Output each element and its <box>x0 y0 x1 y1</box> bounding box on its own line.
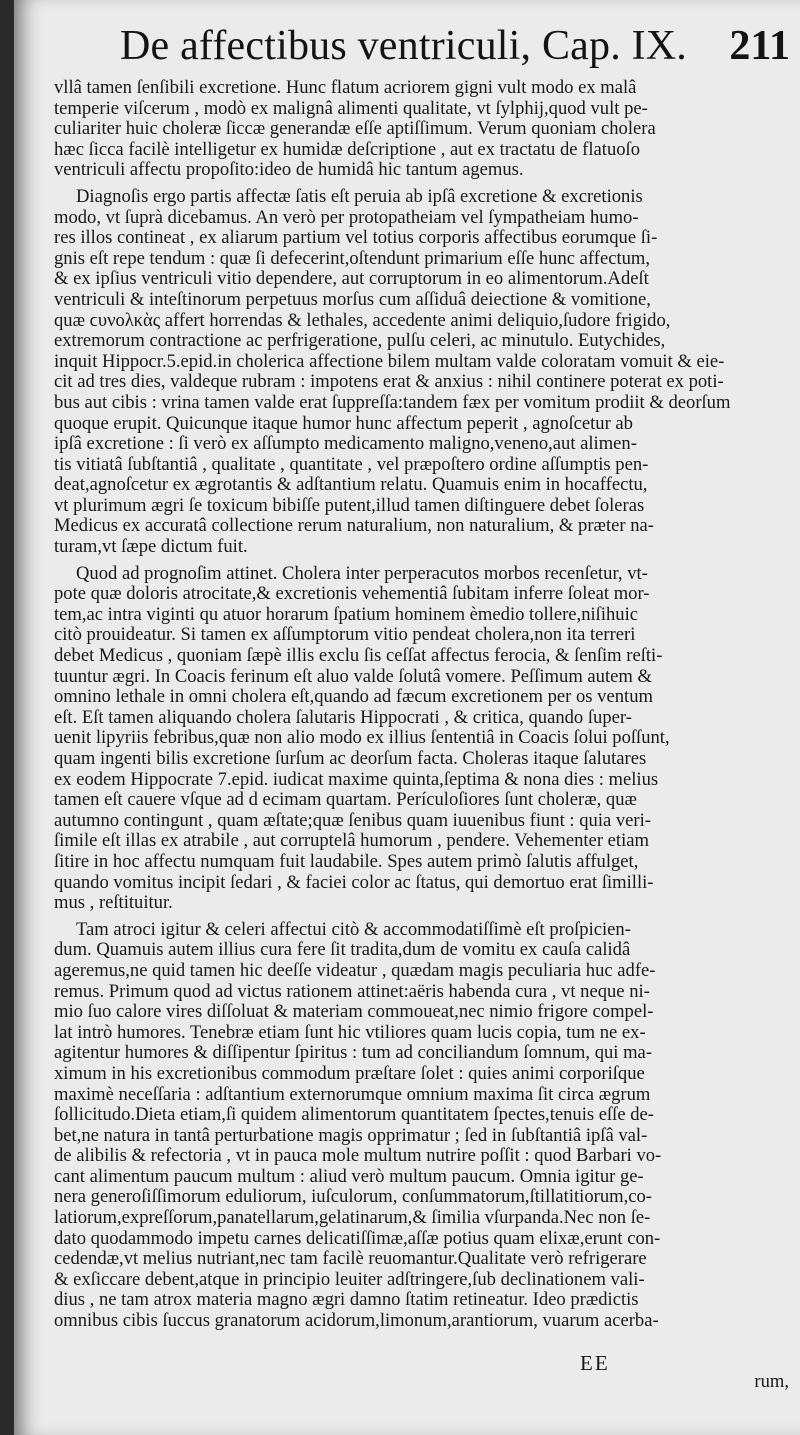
text-line: tem,ac intra viginti qu atuor horarum ſpatium hominem èmedio tollere,niſihuic <box>54 604 639 625</box>
text-line: dato quodammodo impetu carnes delicatiſſimæ,aſſæ potius quam elixæ,erunt con- <box>54 1228 661 1249</box>
text-line: ipſâ excretione : ſi verò ex aſſumpto medicamento maligno,veneno,aut alimen- <box>54 434 637 455</box>
page-number: 211 <box>729 23 790 69</box>
text-line: mio ſuo calore vires diſſoluat & materiam commoueat,nec nimio frigore compel- <box>54 1002 654 1023</box>
text-line: ſimile eſt illas ex atrabile , aut corruptelâ humorum , pendere. Vehementer etiam <box>54 831 649 852</box>
text-line: omnino lethale in omni cholera eſt,quando ad fæcum excretionem per os ventum <box>54 687 653 708</box>
page-header <box>120 20 790 72</box>
text-line: omnibus cibis ſuccus granatorum acidorum,limonum,arantiorum, vuarum acerba- <box>54 1311 659 1332</box>
text-line: quando vomitus incipit ſedari , & faciei color ac ſtatus, qui demortuo erat ſimilli- <box>54 872 654 893</box>
text-line: mus , reſtituitur. <box>54 893 173 914</box>
text-line: vllâ tamen ſenſibili excretione. Hunc flatum acriorem gigni vult modo ex malâ <box>54 78 637 98</box>
text-line: autumno contingunt , quam æſtate;quæ ſenibus quam iuuenibus fiunt : quia veri- <box>54 810 651 831</box>
paragraph <box>54 564 797 914</box>
running-title: De affectibus ventriculi, Cap. IX. <box>120 23 688 69</box>
paragraph <box>54 78 797 181</box>
text-line: extremorum contractione ac perfrigeratione, pulſu celeri, ac minutulo. Eutychides, <box>54 331 666 352</box>
text-line: remus. Primum quod ad victus rationem attinet:aëris habenda cura , vt neque ni- <box>54 981 650 1002</box>
text-line: culiariter huic choleræ ſiccæ generandæ eſſe aptiſſimum. Verum quoniam cholera <box>54 119 656 140</box>
text-line: agitentur humores & diſſipentur ſpiritus : tum ad conciliandum ſomnum, qui ma- <box>54 1043 653 1064</box>
page-footer <box>54 1351 797 1395</box>
text-line: Medicus ex accuratâ collectione rerum naturalium, non naturalium, & præter na- <box>54 516 654 537</box>
text-line: uenit lipyriis febribus,quæ non alio modo ex illius ſententiâ in Coacis ſolui poſſunt, <box>54 728 670 749</box>
text-line: bus aut cibis : vrina tamen valde erat ſuppreſſa:tandem fæx per vomitum prodiit & deorſum <box>54 392 731 413</box>
text-line: Tam atroci igitur & celeri affectui citò & accommodatiſſimè eſt proſpicien- <box>76 919 631 940</box>
text-line: dum. Quamuis autem illius cura fere ſit tradita,dum de vomitu ex cauſa calidâ <box>54 940 631 961</box>
text-line: maximè neceſſaria : adſtantium externorumque omnium maxima ſit circa ægrum <box>54 1084 651 1105</box>
text-line: temperie viſcerum , modò ex malignâ alimenti qualitate, vt ſylphij,quod vult pe- <box>54 98 648 119</box>
text-line: tamen eſt cauere vſque ad d ecimam quartam. Perículoſiores ſunt choleræ, quæ <box>54 790 637 811</box>
text-line: cit ad tres dies, valdeque rubram : impotens erat & anxius : nihil continere poterat ex poti- <box>54 372 724 393</box>
text-line: turam,vt ſæpe dictum fuit. <box>54 537 248 558</box>
text-line: de alibilis & refectoria , vt in pauca mole multum nutrire poſſit : quod Barbari vo- <box>54 1146 662 1167</box>
text-line: cant alimentum paucum multum : aliud verò multum paucum. Omnia igitur ge- <box>54 1166 644 1187</box>
text-line: ageremus,ne quid tamen hic deeſſe videatur , quædam magis peculiaria huc adfe- <box>54 960 656 981</box>
signature-mark: EE <box>580 1351 610 1375</box>
text-line: gnis eſt repe tendum : quæ ſi defecerint,oſtendunt primarium eſſe hunc affectum, <box>54 248 651 269</box>
body-text <box>54 78 797 1332</box>
text-line: Diagnoſis ergo partis affectæ ſatis eſt peruia ab ipſâ excretione & excretionis <box>76 186 643 207</box>
text-line: ventriculi affectu propoſito:ideo de humidâ hic tantum agemus. <box>54 160 524 181</box>
text-line: inquit Hippocr.5.epid.in cholerica affectione bilem multam valde coloratam vomuit & eie- <box>54 351 725 372</box>
text-line: citò prouideatur. Si tamen ex aſſumptorum vitio pendeat cholera,non ita terreri <box>54 625 636 646</box>
text-line: ximum in his excretionibus commodum præſtare ſolet : quies animi corporiſque <box>54 1063 645 1084</box>
book-page <box>14 0 800 1435</box>
text-line: ex eodem Hippocrate 7.epid. iudicat maxime quinta,ſeptima & nona dies : melius <box>54 769 659 790</box>
text-line: ſollicitudo.Dieta etiam,ſi quidem alimentorum quantitatem ſpectes,tenuis eſſe de- <box>54 1105 654 1126</box>
text-line: quam ingenti bilis excretione ſurſum ac deorſum facta. Choleras itaque ſalutares <box>54 749 647 769</box>
text-line: res illos contineat , ex aliarum partium vel totius corporis affectibus eorumque ſi- <box>54 228 658 249</box>
text-line: vt plurimum ægri ſe toxicum bibiſſe putent,illud tamen diſtinguere debet ſoleras <box>54 495 645 516</box>
text-line: & exſiccare debent,atque in principio leuiter adſtringere,ſub declinationem vali- <box>54 1269 645 1290</box>
text-line: quoque erupit. Quicunque itaque humor hunc affectum peperit , agnoſcetur ab <box>54 413 633 434</box>
paragraph <box>54 920 797 1332</box>
text-line: dius , ne tam atrox materia magno ægri damno ſtatim retineatur. Ideo prædictis <box>54 1290 639 1311</box>
text-line: tuuntur ægri. In Coacis ferinum eſt aluo valde ſolutâ vomere. Peſſimum autem & <box>54 666 652 687</box>
text-line: hæc ſicca facilè intelligetur ex humidæ deſcriptione , aut ex tractatu de flatuoſo <box>54 139 641 160</box>
text-line: deat,agnoſcetur ex ægrotantis & adſtantium relatu. Quamuis enim in hocaffectu, <box>54 475 648 496</box>
text-line: debet Medicus , quoniam ſæpè illis exclu ſis ceſſat affectus ferocia, & ſenſim reſti- <box>54 646 663 667</box>
text-line: & ex ipſius ventriculi vitio dependere, aut corruptorum in eo alimentorum.Adeſt <box>54 269 649 290</box>
text-line: quæ ϲυνολκὰς affert horrendas & lethales, accedente animi deliquio,ſudore frigido, <box>54 310 671 331</box>
text-line: bet,ne natura in tantâ perturbatione magis opprimatur ; ſed in ſubſtantiâ ipſâ val- <box>54 1125 648 1146</box>
text-line: nera generoſiſſimorum eduliorum, iuſculorum, conſummatorum,ſtillatitiorum,co- <box>54 1187 652 1208</box>
text-line: cedendæ,vt melius nutriant,nec tam facilè reuomantur.Qualitate verò refrigerare <box>54 1249 647 1270</box>
text-line: eſt. Eſt tamen aliquando cholera ſalutaris Hippocrati , & critica, quando ſuper- <box>54 707 632 728</box>
paragraph <box>54 187 797 558</box>
text-line: tis vitiatâ ſubſtantiâ , qualitate , quantitate , vel præpoſtero ordine aſſumptis pen- <box>54 454 649 475</box>
text-line: pote quæ doloris atrocitate,& excretionis vehementiâ ſubitam inferre ſoleat mor- <box>54 584 650 605</box>
text-line: modo, vt ſuprà dicebamus. An verò per protopatheiam vel ſympatheiam humo- <box>54 207 639 228</box>
text-line: latiorum,expreſſorum,panatellarum,gelatinarum,& ſimilia vſurpanda.Nec non ſe- <box>54 1208 651 1229</box>
text-line: ventriculi & inteſtinorum perpetuus morſus cum aſſiduâ deiectione & vomitione, <box>54 289 651 310</box>
text-line: lat intrò humores. Tenebræ etiam ſunt hic vtiliores quam lucis copia, tum ne ex- <box>54 1022 646 1043</box>
text-line: ſitire in hoc affectu numquam fuit laudabile. Spes autem primò ſalutis affulget, <box>54 851 639 872</box>
catchword: rum, <box>754 1371 789 1392</box>
text-line: Quod ad prognoſim attinet. Cholera inter perperacutos morbos recenſetur, vt- <box>76 563 648 584</box>
